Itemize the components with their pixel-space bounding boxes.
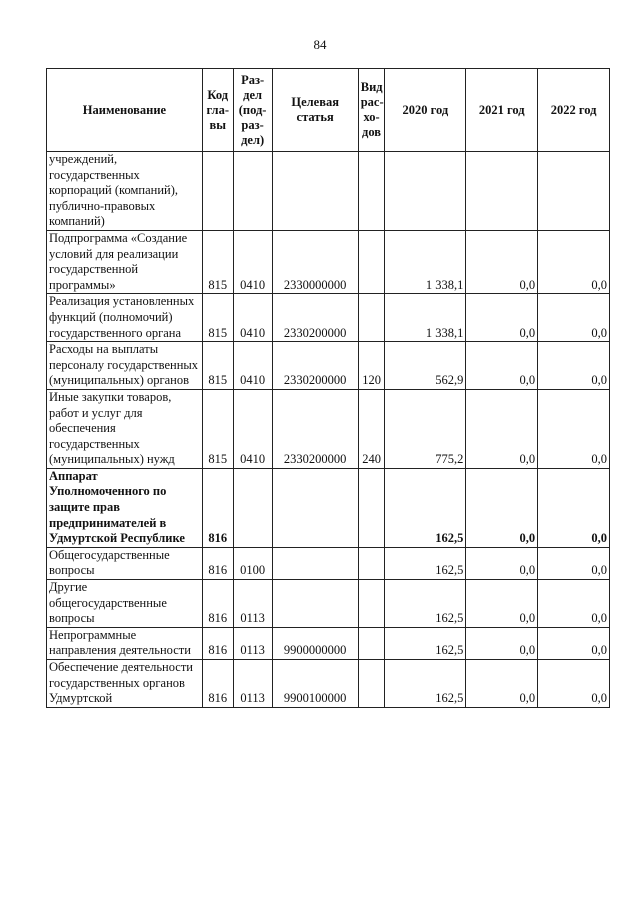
row-section: 0113 — [233, 580, 272, 628]
row-code: 815 — [202, 342, 233, 390]
row-expense-type — [358, 660, 385, 708]
row-code: 815 — [202, 230, 233, 293]
row-section: 0100 — [233, 547, 272, 579]
row-2021: 0,0 — [466, 547, 538, 579]
row-code: 816 — [202, 660, 233, 708]
row-2022: 0,0 — [538, 660, 610, 708]
table-row — [47, 547, 610, 579]
row-name: Реализация установленных функций (полномочий) государственного органа — [47, 294, 203, 342]
table-row — [47, 627, 610, 659]
row-2022: 0,0 — [538, 547, 610, 579]
row-2022 — [538, 152, 610, 231]
row-code: 816 — [202, 627, 233, 659]
row-name: Аппарат Уполномоченного по защите прав предпринимателей в Удмуртской Республике — [47, 468, 203, 547]
row-article — [272, 152, 358, 231]
row-2022: 0,0 — [538, 468, 610, 547]
header-2022: 2022 год — [538, 69, 610, 152]
row-article: 9900100000 — [272, 660, 358, 708]
row-code: 816 — [202, 468, 233, 547]
header-2021: 2021 год — [466, 69, 538, 152]
row-article: 2330200000 — [272, 294, 358, 342]
header-name: Наименование — [47, 69, 203, 152]
table-row — [47, 389, 610, 468]
row-name: Общегосударственные вопросы — [47, 547, 203, 579]
row-article: 2330000000 — [272, 230, 358, 293]
row-code: 816 — [202, 547, 233, 579]
row-code: 815 — [202, 389, 233, 468]
row-article: 9900000000 — [272, 627, 358, 659]
row-2021: 0,0 — [466, 468, 538, 547]
row-section: 0113 — [233, 660, 272, 708]
row-expense-type — [358, 547, 385, 579]
header-article: Целевая статья — [272, 69, 358, 152]
row-name: учреждений, государственных корпораций (компаний), публично-правовых компаний) — [47, 152, 203, 231]
table-row — [47, 580, 610, 628]
row-2020: 775,2 — [385, 389, 466, 468]
row-expense-type — [358, 230, 385, 293]
row-code: 816 — [202, 580, 233, 628]
row-section: 0113 — [233, 627, 272, 659]
row-name: Иные закупки товаров, работ и услуг для обеспечения государственных (муниципальных) нужд — [47, 389, 203, 468]
row-expense-type — [358, 294, 385, 342]
row-section: 0410 — [233, 294, 272, 342]
row-2022: 0,0 — [538, 389, 610, 468]
row-code — [202, 152, 233, 231]
header-expense-type: Вид рас- хо- дов — [358, 69, 385, 152]
row-expense-type — [358, 468, 385, 547]
table-row — [47, 660, 610, 708]
row-2022: 0,0 — [538, 627, 610, 659]
row-expense-type — [358, 627, 385, 659]
row-2021: 0,0 — [466, 230, 538, 293]
row-2020: 162,5 — [385, 547, 466, 579]
row-section: 0410 — [233, 230, 272, 293]
row-expense-type — [358, 152, 385, 231]
row-2021: 0,0 — [466, 627, 538, 659]
row-2020: 562,9 — [385, 342, 466, 390]
row-2021: 0,0 — [466, 342, 538, 390]
row-name: Непрограммные направления деятельности — [47, 627, 203, 659]
table-row — [47, 230, 610, 293]
row-article — [272, 580, 358, 628]
budget-table — [46, 68, 610, 708]
row-2020: 1 338,1 — [385, 230, 466, 293]
row-article: 2330200000 — [272, 342, 358, 390]
row-expense-type — [358, 580, 385, 628]
row-article — [272, 547, 358, 579]
row-2020: 1 338,1 — [385, 294, 466, 342]
table-row — [47, 294, 610, 342]
row-2020: 162,5 — [385, 627, 466, 659]
row-name: Другие общегосударственные вопросы — [47, 580, 203, 628]
row-article: 2330200000 — [272, 389, 358, 468]
row-2022: 0,0 — [538, 230, 610, 293]
row-2020: 162,5 — [385, 468, 466, 547]
row-2021 — [466, 152, 538, 231]
row-name: Обеспечение деятельности государственных органов Удмуртской — [47, 660, 203, 708]
row-name: Подпрограмма «Создание условий для реализации государственной программы» — [47, 230, 203, 293]
header-2020: 2020 год — [385, 69, 466, 152]
row-2020: 162,5 — [385, 580, 466, 628]
row-code: 815 — [202, 294, 233, 342]
row-section: 0410 — [233, 389, 272, 468]
row-expense-type: 120 — [358, 342, 385, 390]
row-expense-type: 240 — [358, 389, 385, 468]
row-name: Расходы на выплаты персоналу государственных (муниципальных) органов — [47, 342, 203, 390]
row-2021: 0,0 — [466, 580, 538, 628]
row-2021: 0,0 — [466, 660, 538, 708]
row-article — [272, 468, 358, 547]
header-row — [47, 69, 610, 152]
header-code: Код гла- вы — [202, 69, 233, 152]
row-section — [233, 152, 272, 231]
row-2021: 0,0 — [466, 294, 538, 342]
row-2022: 0,0 — [538, 342, 610, 390]
table-row — [47, 152, 610, 231]
row-2020: 162,5 — [385, 660, 466, 708]
table-row — [47, 468, 610, 547]
header-section: Раз- дел (под- раз- дел) — [233, 69, 272, 152]
page-number: 84 — [313, 37, 327, 52]
row-2021: 0,0 — [466, 389, 538, 468]
row-2022: 0,0 — [538, 294, 610, 342]
row-2022: 0,0 — [538, 580, 610, 628]
row-section: 0410 — [233, 342, 272, 390]
row-section — [233, 468, 272, 547]
row-2020 — [385, 152, 466, 231]
table-row — [47, 342, 610, 390]
